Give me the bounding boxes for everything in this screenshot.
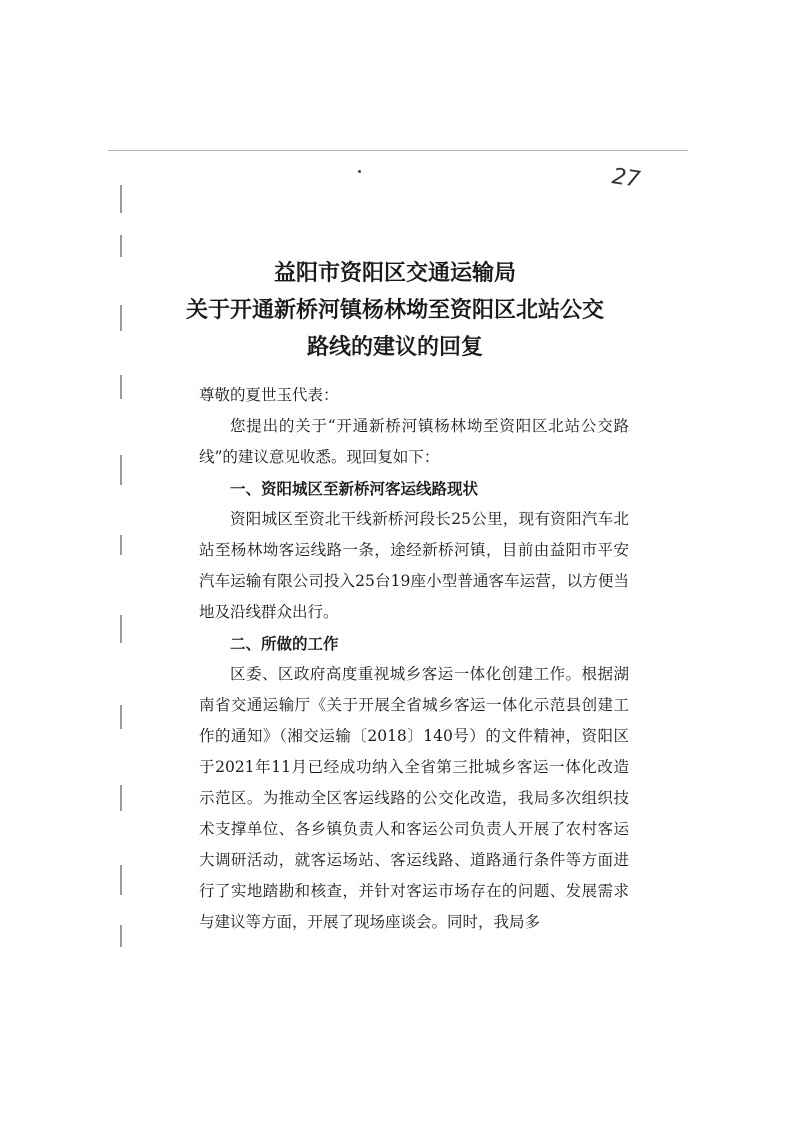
status-paragraph: 资阳城区至资北干线新桥河段长25公里，现有资阳汽车北站至杨林坳客运线路一条，途经新桥河镇，目前由益阳市平安汽车运输有限公司投入25台19座小型普通客车运营，以方便当地及沿线群众出行。 bbox=[199, 510, 629, 621]
scan-dot bbox=[358, 170, 361, 173]
page-number: 27 bbox=[610, 164, 642, 193]
section-heading-2: 二、所做的工作 bbox=[230, 634, 339, 653]
binding-marks bbox=[120, 185, 126, 985]
salutation: 尊敬的夏世玉代表： bbox=[199, 386, 339, 404]
intro-paragraph: 您提出的关于“开通新桥河镇杨林坳至资阳区北站公交路线”的建议意见收悉。现回复如下： bbox=[199, 417, 629, 466]
title-line-3: 路线的建议的回复 bbox=[306, 334, 483, 360]
title-line-2: 关于开通新桥河镇杨林坳至资阳区北站公交 bbox=[185, 297, 604, 323]
document-body bbox=[199, 380, 629, 938]
section-heading-1: 一、资阳城区至新桥河客运线路现状 bbox=[230, 479, 479, 498]
document-title bbox=[150, 255, 640, 366]
title-line-1: 益阳市资阳区交通运输局 bbox=[273, 260, 516, 286]
top-rule bbox=[108, 150, 688, 151]
work-paragraph: 区委、区政府高度重视城乡客运一体化创建工作。根据湖南省交通运输厅《关于开展全省城乡客运一体化示范县创建工作的通知》（湘交运输〔2018〕140号）的文件精神，资阳区于2021年11月已经成功纳入全省第三批城乡客运一体化改造示范区。为推动全区客运线路的公交化改造，我局多次组织技术支撑单位、各乡镇负责人和客运公司负责人开展了农村客运大调研活动，就客运场站、客运线路、道路通行条件等方面进行了实地踏勘和核查，并针对客运市场存在的问题、发展需求与建议等方面，开展了现场座谈会。同时，我局多 bbox=[199, 665, 629, 931]
